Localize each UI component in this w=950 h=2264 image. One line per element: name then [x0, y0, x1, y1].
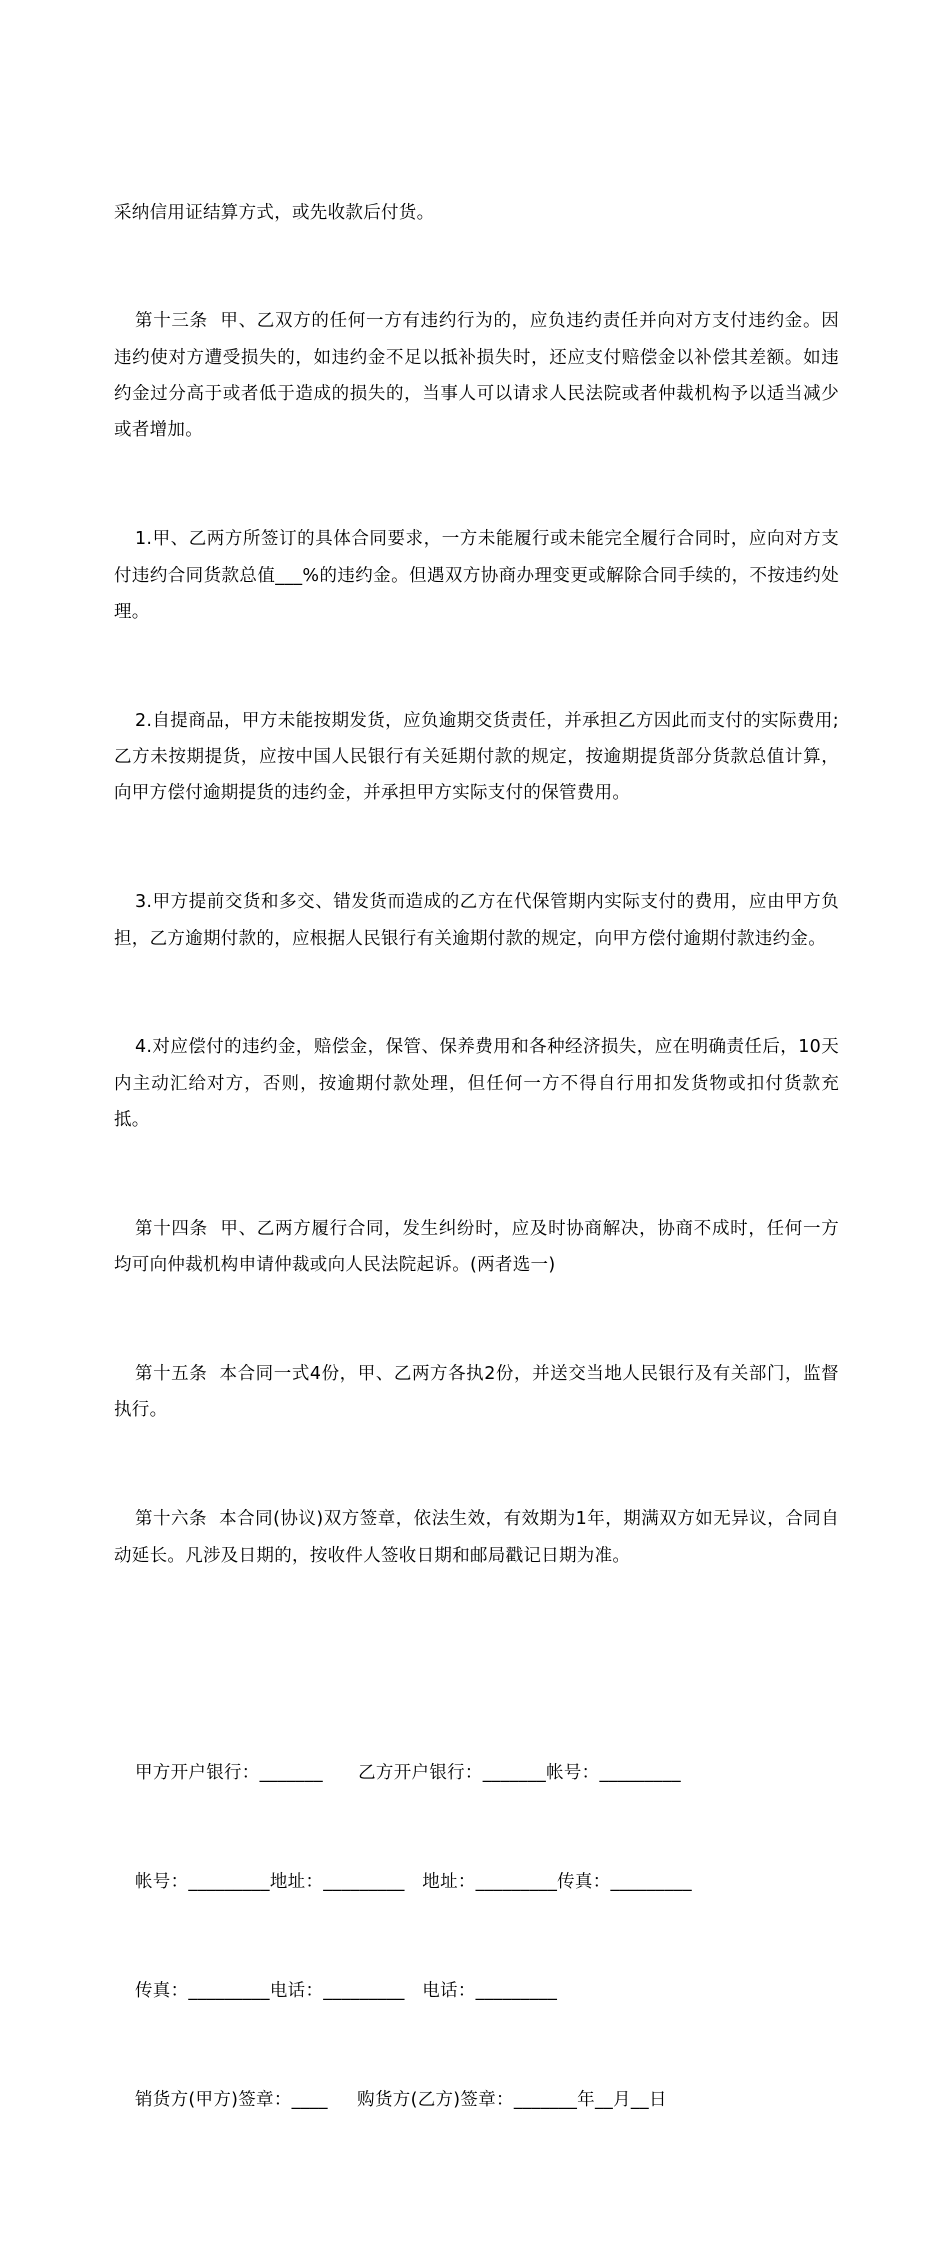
paragraph-article-16: 第十六条 本合同(协议)双方签章，依法生效，有效期为1年，期满双方如无异议，合同自动延长。凡涉及日期的，按收件人签收日期和邮局戳记日期为准。 — [114, 1509, 839, 1566]
paragraph-clause-3: 3.甲方提前交货和多交、错发货而造成的乙方在代保管期内实际支付的费用，应由甲方负担，乙方逾期付款的，应根据人民银行有关逾期付款的规定，向甲方偿付逾期付款违约金。 — [114, 892, 839, 949]
signature-row-fax-phone: 传真：_________电话：_________ 电话：_________ — [135, 1981, 558, 2002]
paragraph-article-15: 第十五条 本合同一式4份，甲、乙两方各执2份，并送交当地人民银行及有关部门，监督执行。 — [114, 1364, 839, 1421]
paragraph-intro-continuation: 采纳信用证结算方式，或先收款后付货。 — [114, 202, 435, 223]
paragraph-article-14: 第十四条 甲、乙两方履行合同，发生纠纷时，应及时协商解决，协商不成时，任何一方均可向仲裁机构申请仲裁或向人民法院起诉。(两者选一) — [114, 1218, 839, 1276]
signature-row-bank: 甲方开户银行：_______ 乙方开户银行：_______帐号：_________ — [135, 1763, 681, 1784]
paragraph-article-13: 第十三条 甲、乙双方的任何一方有违约行为的，应负违约责任并向对方支付违约金。因违约使对方遭受损失的，如违约金不足以抵补损失时，还应支付赔偿金以补偿其差额。如违约金过分高于或者低于造成的损失的，当事人可以请求人民法院或者仲裁机构予以适当减少或者增加。 — [114, 311, 839, 441]
signature-block — [114, 1683, 839, 2191]
paragraph-clause-1: 1.甲、乙两方所签订的具体合同要求，一方未能履行或未能完全履行合同时，应向对方支付违约合同货款总值___%的违约金。但遇双方协商办理变更或解除合同手续的，不按违约处理。 — [114, 529, 839, 622]
paragraph-clause-4: 4.对应偿付的违约金，赔偿金，保管、保养费用和各种经济损失，应在明确责任后，10天内主动汇给对方，否则，按逾期付款处理，但任何一方不得自行用扣发货物或扣付货款充抵。 — [114, 1037, 839, 1131]
document-body — [114, 122, 839, 2264]
paragraph-clause-2: 2.自提商品，甲方未能按期发货，应负逾期交货责任，并承担乙方因此而支付的实际费用;乙方未按期提货，应按中国人民银行有关延期付款的规定，按逾期提货部分货款总值计算，向甲方偿付逾期提货的违约金，并承担甲方实际支付的保管费用。 — [114, 710, 839, 804]
signature-row-seals-date: 销货方(甲方)签章：____ 购货方(乙方)签章：_______年__月__日 — [135, 2090, 667, 2111]
signature-row-account-address: 帐号：_________地址：_________ 地址：_________传真：_________ — [135, 1872, 692, 1893]
